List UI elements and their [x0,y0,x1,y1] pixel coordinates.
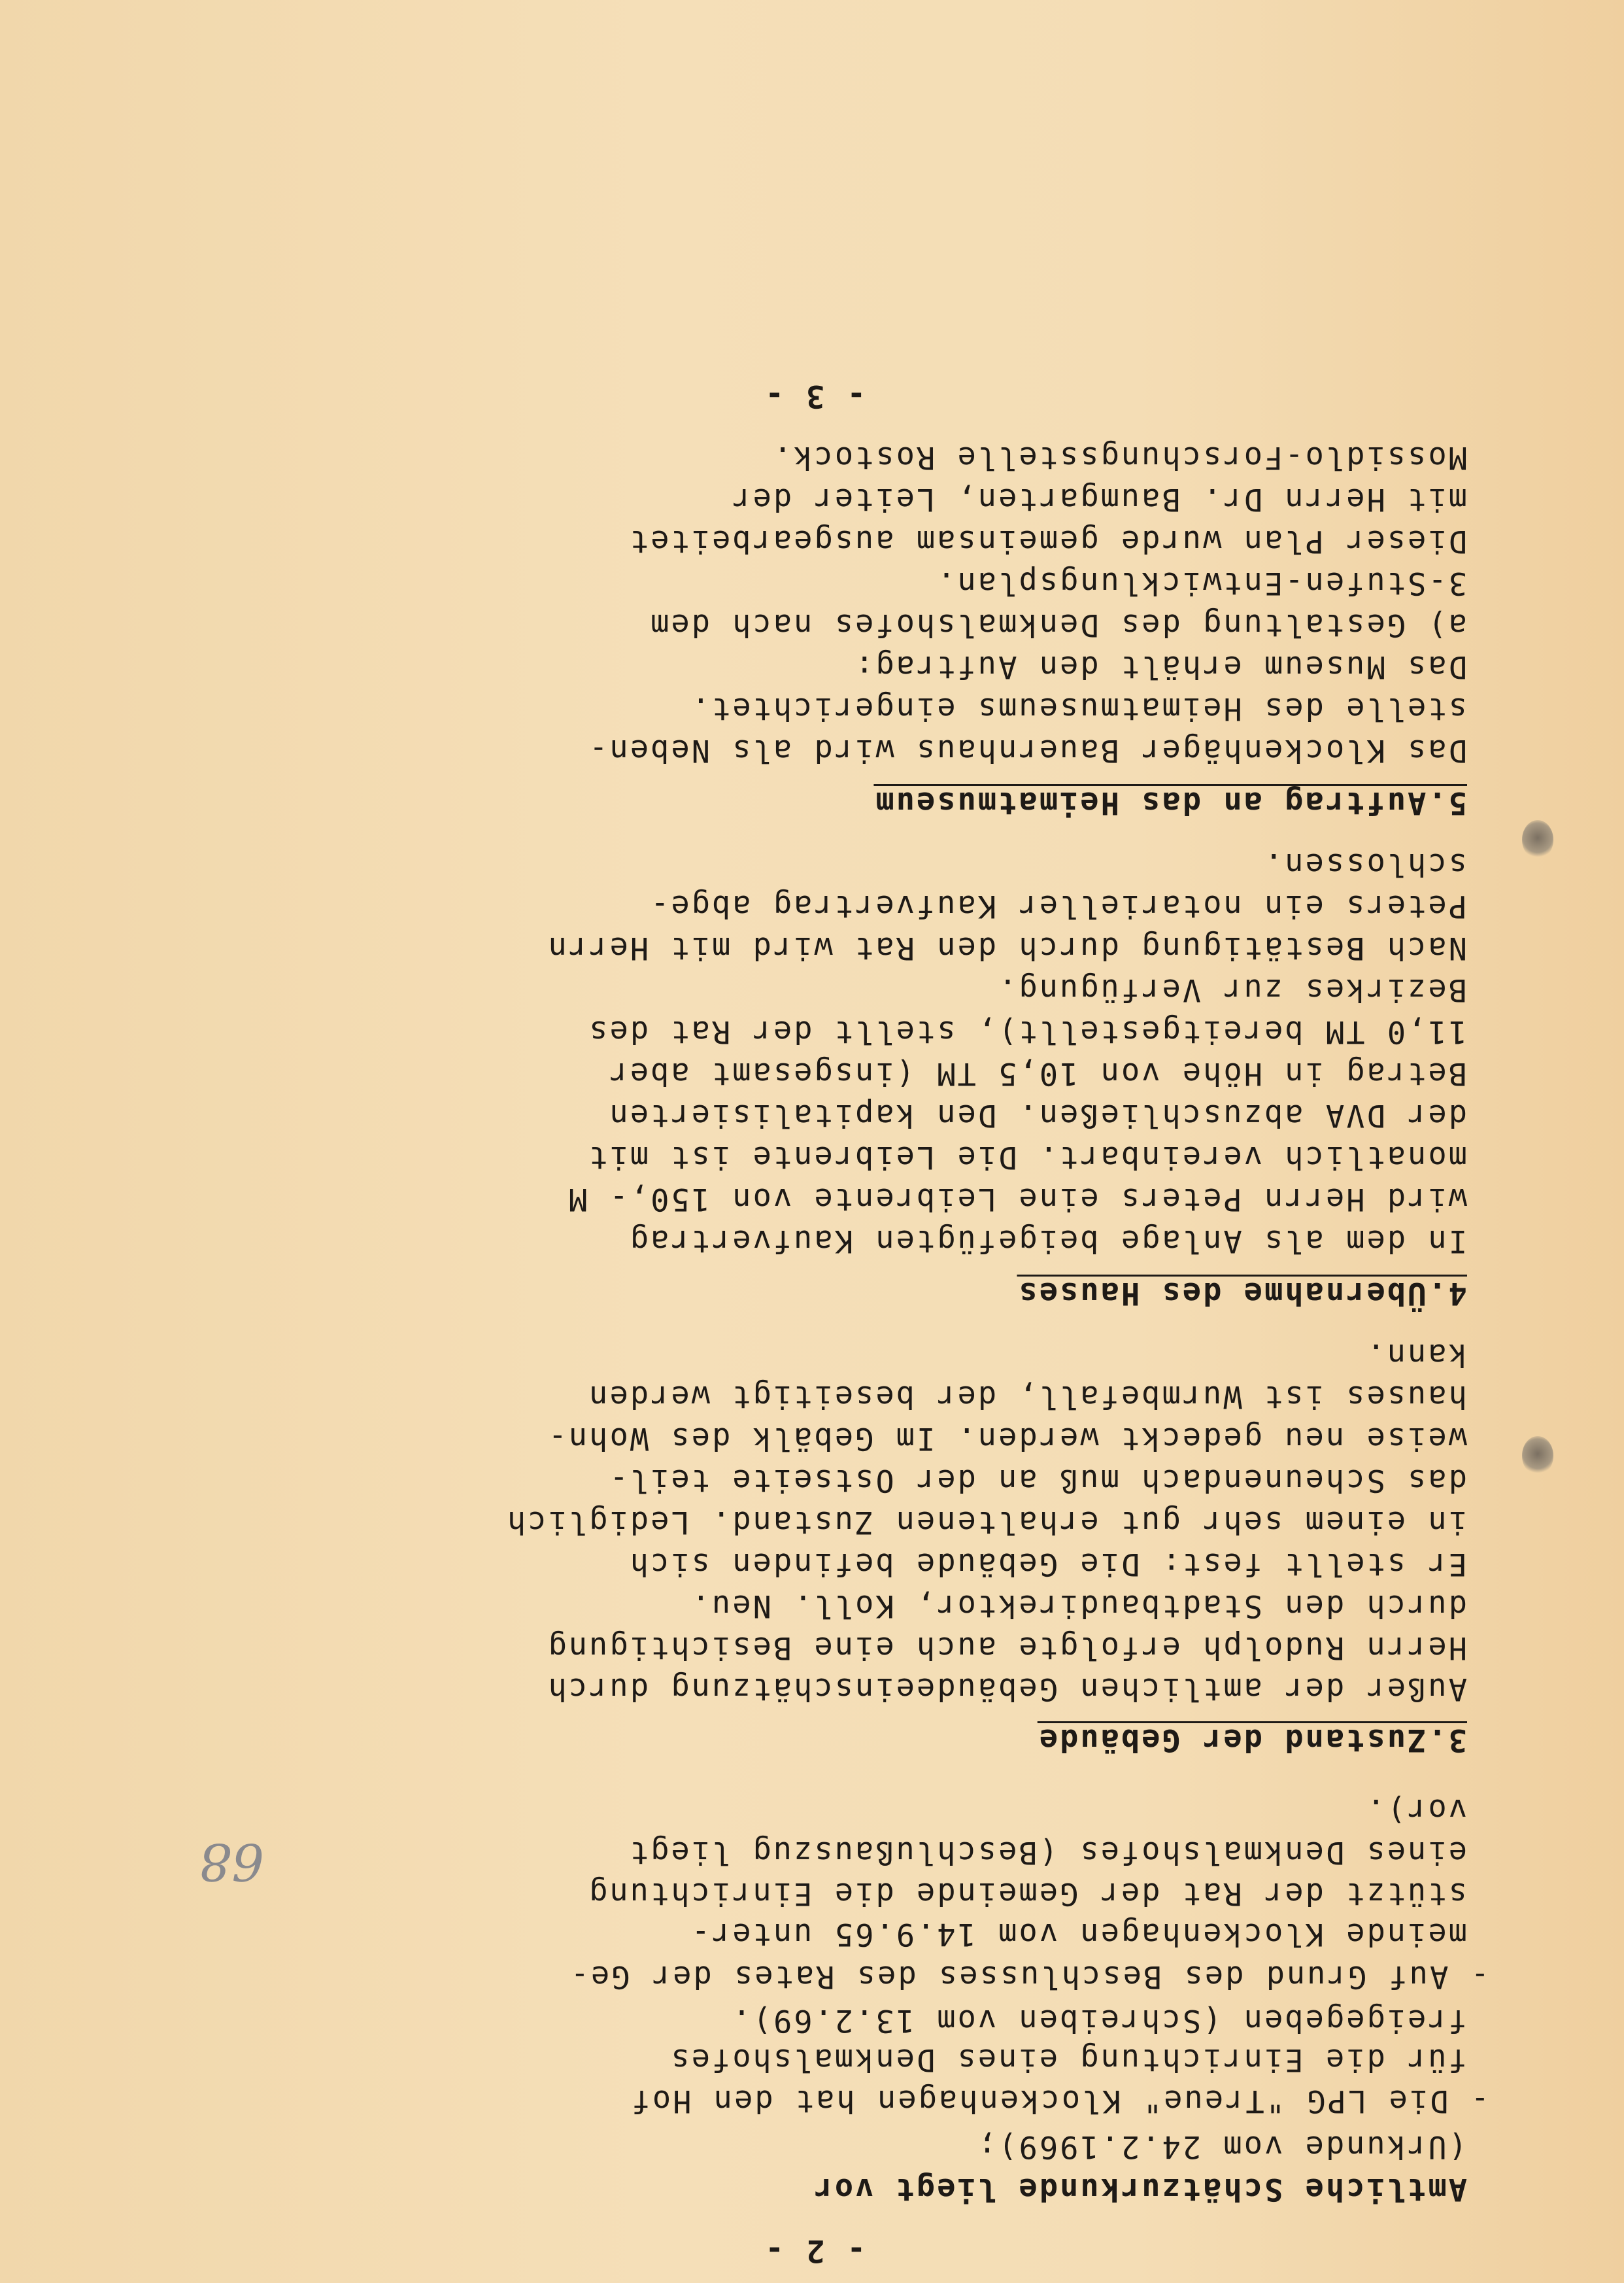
text-line: wird Herrn Peters eine Leibrente von 150,- M [566,1181,1467,1217]
section-heading-auftrag: 5.Auftrag an das Heimatmuseum [873,785,1467,821]
text-line: a) Gestaltung des Denkmalshofes nach dem [649,607,1467,643]
text-line: Peters ein notarieller Kaufvertrag abge- [649,888,1467,924]
text-line: hauses ist Wurmbefall, der beseitigt werden [587,1379,1467,1415]
text-line: stelle des Heimatmuseums eingerichtet. [689,691,1467,727]
text-line: Bezirkes zur Verfügung. [996,972,1467,1008]
text-line: schlossen. [1262,846,1467,882]
text-line: Er stellt fest: Die Gebäude befinden sich [628,1546,1467,1582]
text-line: das Scheunendach muß an der Ostseite teil- [607,1462,1467,1498]
text-line: Dieser Plan wurde gemeinsam ausgearbeitet [628,523,1467,559]
text-line: meinde Klockenhagen vom 14.9.65 unter- [689,1916,1467,1952]
text-line: Das Klockenhäger Bauernhaus wird als Neben- [587,732,1467,768]
section-heading-zustand: 3.Zustand der Gebäude [1037,1722,1467,1758]
section-heading-uebernahme: 4.Übernahme des Hauses [1017,1275,1467,1311]
text-line: Außer der amtlichen Gebäudeeinschätzung durch [546,1671,1467,1707]
text-line: Mossidlo-Forschungsstelle Rostock. [771,439,1467,475]
text-line: Betrag in Höhe von 10,5 TM (insgesamt aber [607,1056,1467,1091]
page-number-top: - 2 - [763,2233,866,2269]
text-line: in einem sehr gut erhaltenen Zustand. Lediglich [505,1504,1467,1540]
text-line: stützt der Rat der Gemeinde die Einrichtung [587,1876,1467,1912]
text-line: freigegeben (Schreiben vom 13.2.69). [730,2002,1467,2038]
text-line: vor). [1364,1792,1467,1828]
margin-note: 68 [199,1832,264,1891]
text-line: eines Denkmalshofes (Beschlußauszug liegt [628,1834,1467,1870]
text-line: Das Museum erhält den Auftrag: [853,649,1467,685]
text-line: der DVA abzuschließen. Den kapitalisierten [607,1097,1467,1133]
text-line: In dem als Anlage beigefügten Kaufvertrag [628,1223,1467,1259]
text-line: weise neu gedeckt werden. Im Gebälk des Wohn- [546,1420,1467,1456]
text-line: mit Herrn Dr. Baumgarten, Leiter der [730,481,1467,517]
text-line: kann. [1364,1337,1467,1373]
text-line: monatlich vereinbart. Die Leibrente ist mit [587,1139,1467,1175]
text-line: Nach Bestätigung durch den Rat wird mit Herrn [546,930,1467,966]
text-line: 3-Stufen-Entwicklungsplan. [935,565,1467,601]
text-line: Herrn Rudolph erfolgte auch eine Besichtigung [546,1630,1467,1666]
page-number-bottom: - 3 - [763,378,866,414]
text-line: - Die LPG "Treue" Klockenhagen hat den Hof [630,2083,1489,2119]
text-line: 11,0 TM bereitgestellt), stellt der Rat des [587,1014,1467,1050]
text-line: Amtliche Schätzurkunde liegt vor [812,2171,1467,2207]
text-line: (Urkunde vom 24.2.1969); [975,2129,1467,2165]
text-line: - Auf Grund des Beschlusses des Rates der Ge- [568,1959,1489,1995]
text-line: für die Einrichtung eines Denkmalshofes [669,2042,1467,2078]
text-line: durch den Stadtbaudirektor, Koll. Neu. [689,1588,1467,1624]
